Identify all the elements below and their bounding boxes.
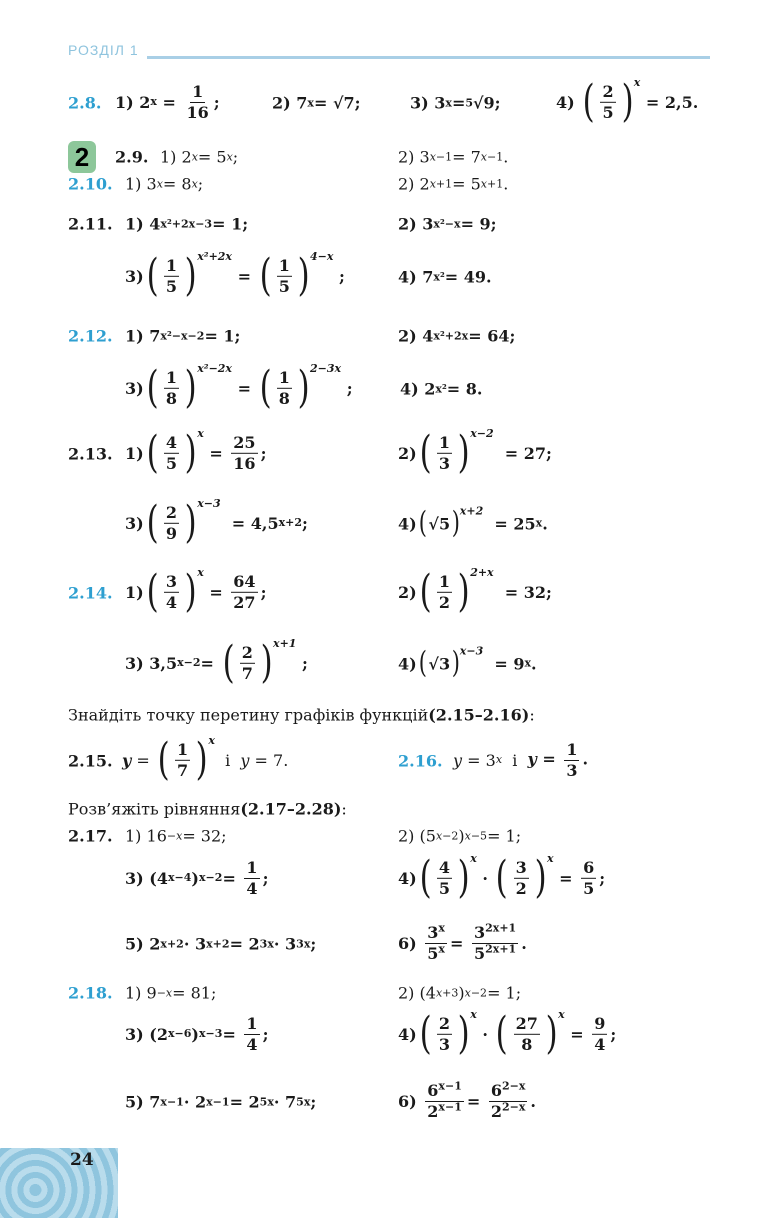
equation: 5) 2 x+2 · 3 x+2 = 2 3x · 3 3x ; xyxy=(125,934,317,954)
header-rule xyxy=(147,56,710,59)
page-number: 24 xyxy=(70,1150,94,1170)
equation: 3) 3,5 x−2 = ( $\frac{2}{7}$ ) x+1 ; xyxy=(125,636,308,688)
equation: 1) 3 x = 8 x ; xyxy=(125,174,204,194)
equation: 3) (2 x−6 ) x−3 = $\frac{1}{4}$ ; xyxy=(125,1013,269,1054)
equation: 1) ( $\frac{4}{5}$ ) x = $\frac{25}{16}$ ; xyxy=(125,426,267,478)
equation: 2) (4 x+3 ) x−2 = 1; xyxy=(398,983,522,1003)
problem-number: 2.18. xyxy=(68,983,113,1003)
problem-number: 2.9. xyxy=(115,147,149,167)
problem-number: 2.10. xyxy=(68,174,113,194)
equation: 2) 3 x²−x = 9; xyxy=(398,214,497,234)
equation: 1) ( $\frac{3}{4}$ ) x = $\frac{64}{27}$ ; xyxy=(125,565,267,617)
instruction-label: Знайдіть точку перетину графіків функцій xyxy=(68,705,429,725)
equation: 4) ( √3 ) x−3 = 9 x . xyxy=(398,644,537,681)
instruction-text xyxy=(68,800,347,819)
problem-number: 2.16. xyxy=(398,751,443,771)
equation: y = ( $\frac{1}{7}$ ) x і y = 7. xyxy=(122,733,289,785)
instruction-colon: : xyxy=(529,705,535,725)
equation: 6) $\frac{3^x}{5^x}$ = $\frac{3^{2x+1}}{5^{2x+1}}$ . xyxy=(398,921,527,963)
problem-number: 2.8. xyxy=(68,93,102,113)
equation: 1) 4 x²+2x−3 = 1; xyxy=(125,214,249,234)
equation: 2) 7 x = √7; xyxy=(272,93,361,113)
problem-number: 2.11. xyxy=(68,214,113,234)
equation: 1) 16 −x = 32; xyxy=(125,826,227,846)
instruction-text xyxy=(68,706,535,725)
equation: 2) ( $\frac{1}{2}$ ) 2+x = 32; xyxy=(398,565,552,617)
equation: 2) 2 x+1 = 5 x+1 . xyxy=(398,174,509,194)
equation: 1) 2 x = $\frac{1}{16}$ ; xyxy=(115,81,220,122)
problem-number: 2.14. xyxy=(68,583,113,603)
instruction-range: (2.17–2.28) xyxy=(240,799,342,819)
decorative-corner xyxy=(0,1148,118,1218)
section-header: РОЗДІЛ 1 xyxy=(68,42,139,58)
equation: 1) 2 x = 5 x ; xyxy=(160,147,239,167)
equation: 4) 2 x² = 8. xyxy=(400,379,483,399)
equation: 4) 7 x² = 49. xyxy=(398,267,492,287)
equation: 3) 3 x = 5 √9; xyxy=(410,93,501,113)
equation: 1) 9 −x = 81; xyxy=(125,983,217,1003)
equation: 1) 7 x²−x−2 = 1; xyxy=(125,326,241,346)
level-badge: 2 xyxy=(68,141,96,173)
problem-number: 2.17. xyxy=(68,826,113,846)
problem-number: 2.12. xyxy=(68,326,113,346)
equation: 4) ( $\frac{2}{3}$ ) x · ( $\frac{27}{8}$ ) x = $\frac{9}{4}$ ; xyxy=(398,1007,617,1059)
equation: 4) ( $\frac{2}{5}$ ) x = 2,5. xyxy=(556,75,699,127)
equation: 4) ( √5 ) x+2 = 25 x . xyxy=(398,504,548,541)
equation: 2) ( $\frac{1}{3}$ ) x−2 = 27; xyxy=(398,426,552,478)
equation: 2) 4 x²+2x = 64; xyxy=(398,326,516,346)
equation: y = 3 x і y = $\frac{1}{3}$ . xyxy=(453,739,589,780)
equation: 6) $\frac{6^{x-1}}{2^{x-1}}$ = $\frac{6^{2-x}}{2^{2-x}}$ . xyxy=(398,1079,536,1121)
problem-number: 2.13. xyxy=(68,444,113,464)
equation: 3) ( $\frac{1}{5}$ ) x²+2x = ( $\frac{1}{5}$ ) 4−x ; xyxy=(125,249,345,301)
instruction-colon: : xyxy=(341,799,347,819)
equation: 3) ( $\frac{1}{8}$ ) x²−2x = ( $\frac{1}{8}$ ) 2−3x ; xyxy=(125,361,353,413)
equation: 2) 3 x−1 = 7 x−1 . xyxy=(398,147,509,167)
equation: 5) 7 x−1 · 2 x−1 = 2 5x · 7 5x ; xyxy=(125,1092,317,1112)
equation: 2) (5 x−2 ) x−5 = 1; xyxy=(398,826,522,846)
equation: 4) ( $\frac{4}{5}$ ) x · ( $\frac{3}{2}$ ) x = $\frac{6}{5}$ ; xyxy=(398,851,606,903)
problem-number: 2.15. xyxy=(68,751,113,771)
instruction-range: (2.15–2.16) xyxy=(428,705,530,725)
equation: 3) (4 x−4 ) x−2 = $\frac{1}{4}$ ; xyxy=(125,857,269,898)
instruction-label: Розв’яжіть рівняння xyxy=(68,799,241,819)
equation: 3) ( $\frac{2}{9}$ ) x−3 = 4,5 x+2 ; xyxy=(125,496,308,548)
